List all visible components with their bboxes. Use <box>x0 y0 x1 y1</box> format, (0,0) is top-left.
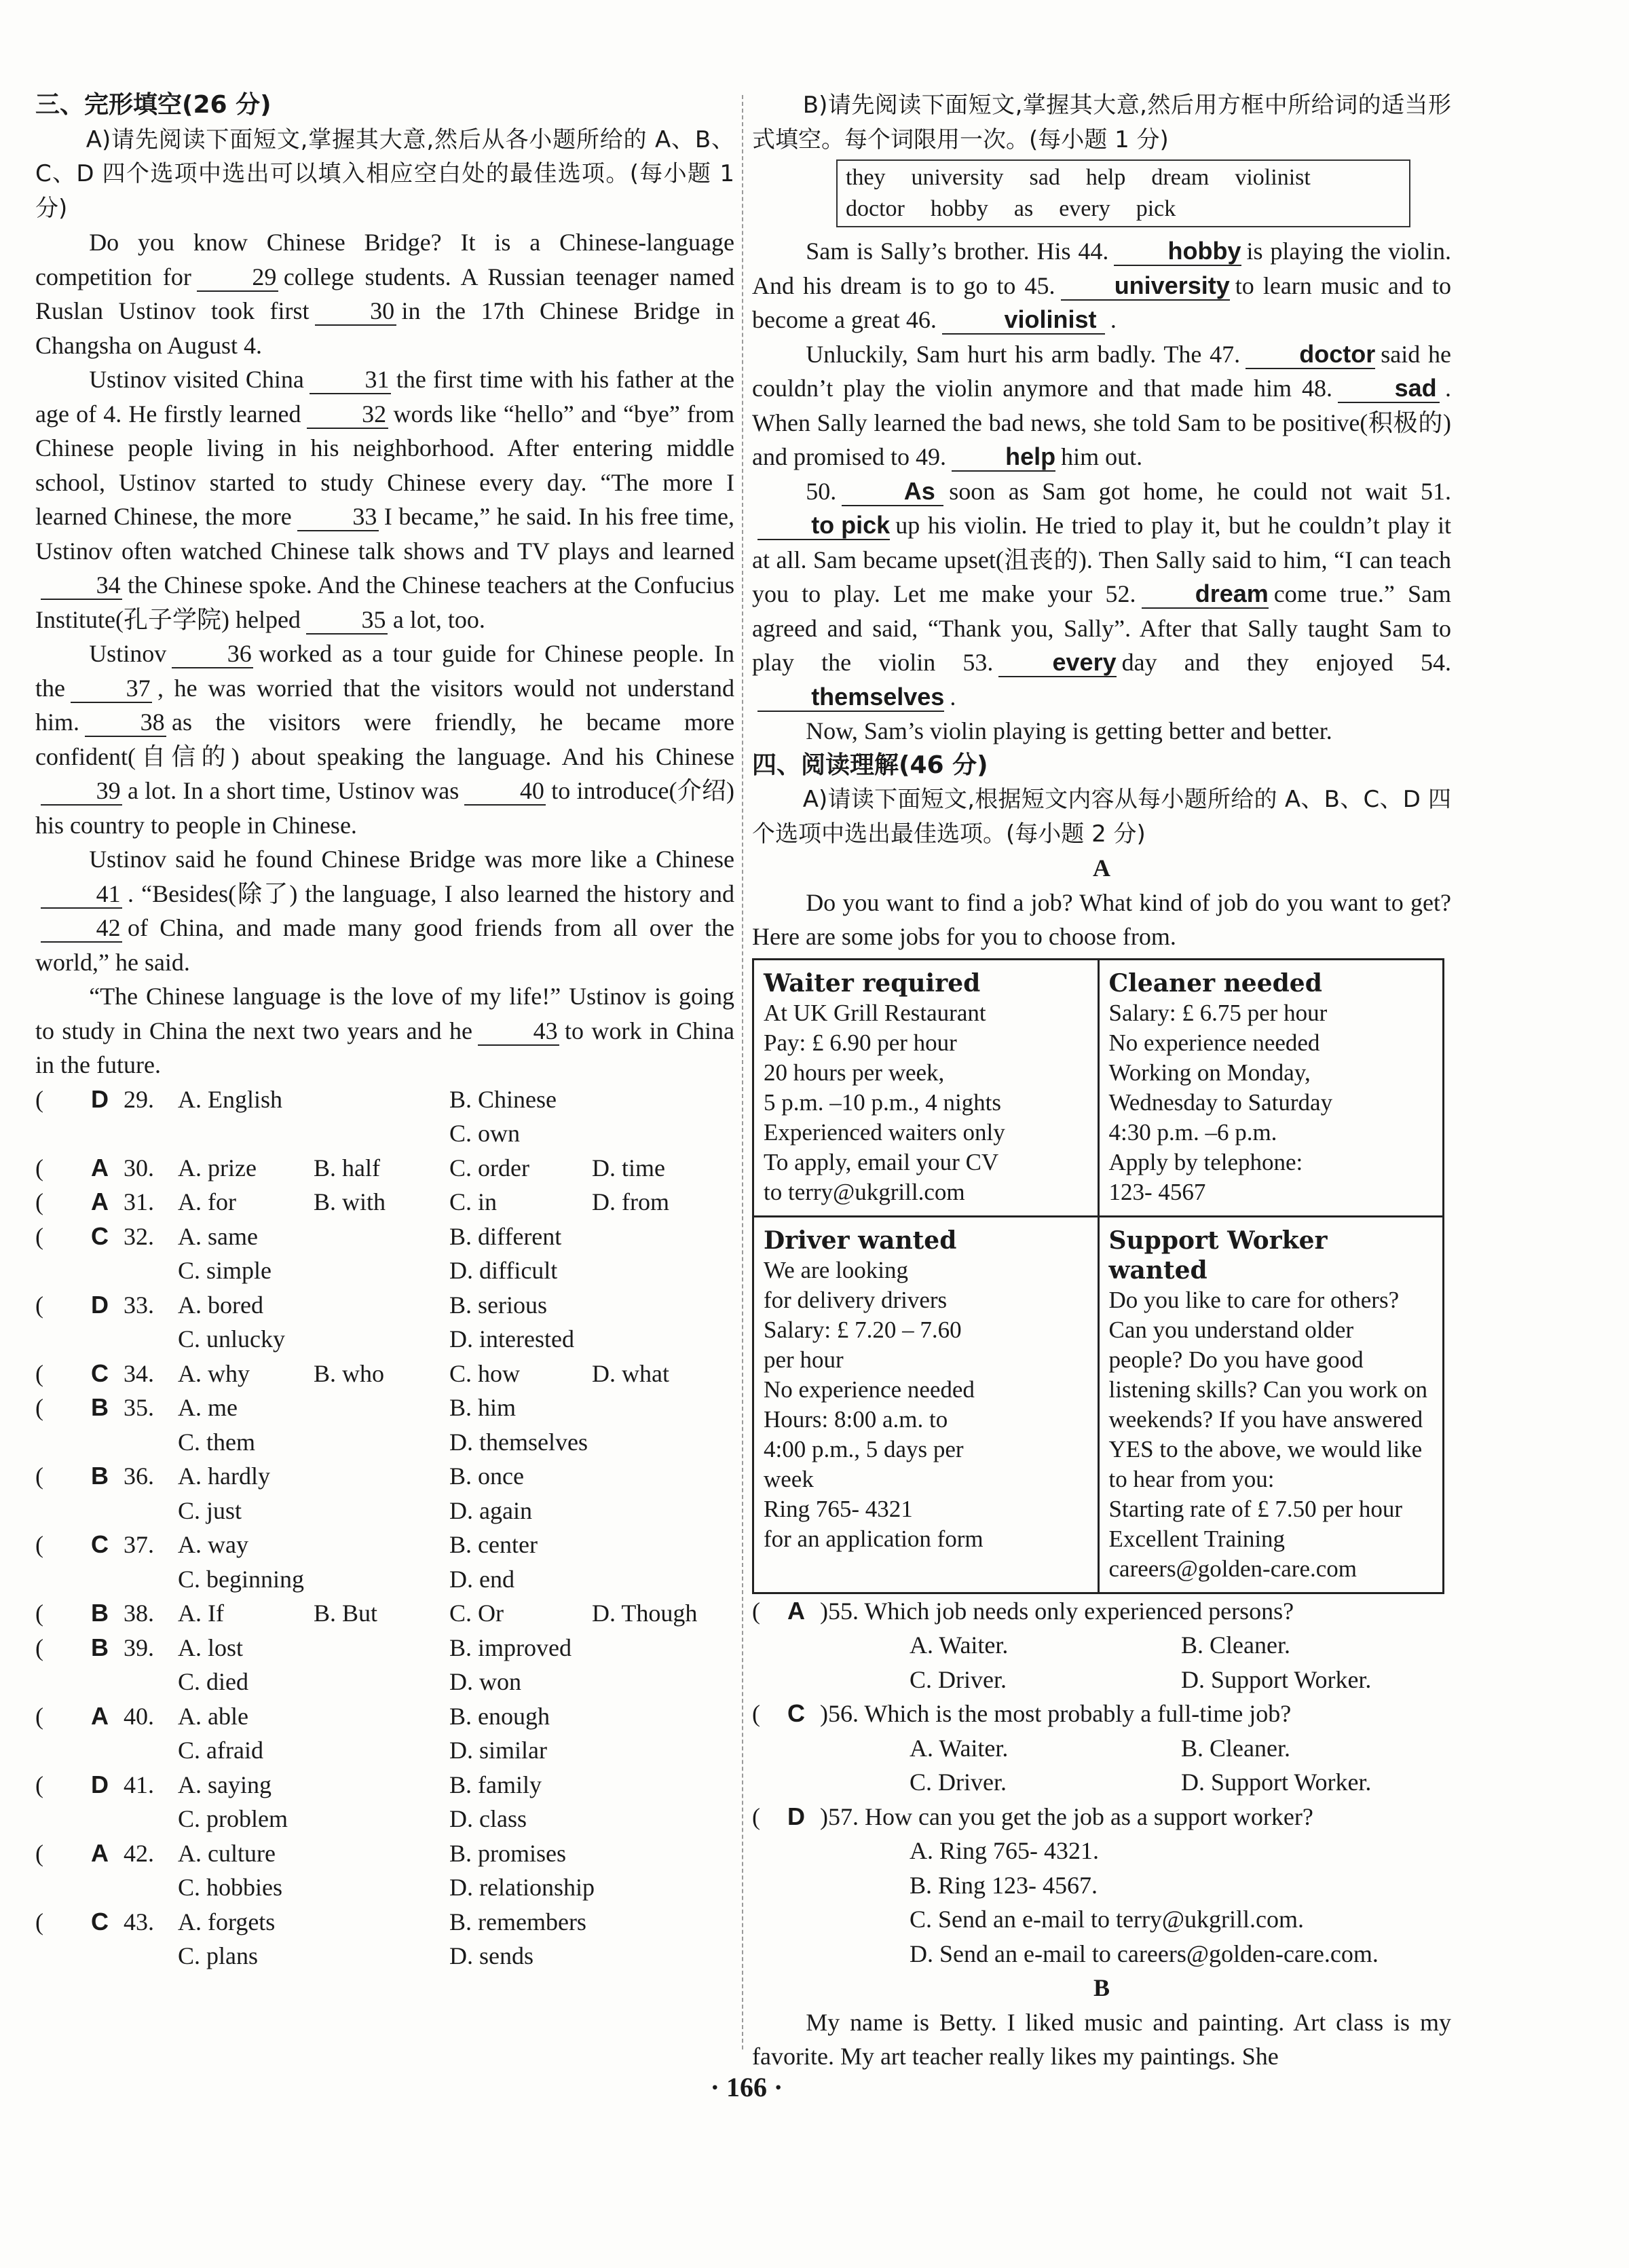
option: B. enough <box>449 1702 550 1730</box>
answer-key: D <box>91 1290 109 1319</box>
job-line: 123- 4567 <box>1108 1178 1206 1205</box>
word-box-word: help <box>1085 165 1126 190</box>
option-row <box>752 1628 1451 1663</box>
option: C. simple <box>178 1257 272 1284</box>
option: A. culture <box>178 1839 276 1867</box>
option: D. again <box>449 1496 532 1524</box>
blank-number: 31 <box>310 366 391 394</box>
blank-number: 32 <box>307 400 388 429</box>
answer-key: C <box>91 1907 109 1935</box>
option: D. from <box>592 1188 669 1215</box>
question-number: 38. <box>124 1600 154 1627</box>
paren-open: ( <box>35 1359 43 1387</box>
option: C. Driver. <box>910 1665 1007 1693</box>
passage-text: to introduce(介绍) his country to people in Chinese. <box>35 777 734 839</box>
option: A. for <box>178 1188 236 1215</box>
option: B. Cleaner. <box>1181 1734 1290 1762</box>
blank-number: 37 <box>71 675 152 703</box>
option: C. just <box>178 1496 242 1524</box>
filled-answer: dream <box>1142 580 1269 609</box>
question-row <box>35 1116 734 1151</box>
passage-text: to learn music and to become a great 46. <box>752 271 1451 333</box>
question-row <box>35 1528 734 1562</box>
cloze-paragraph <box>35 637 734 842</box>
option: B. different <box>449 1222 562 1250</box>
job-line: Apply by telephone: <box>1108 1148 1303 1175</box>
question-row <box>35 1802 734 1836</box>
answer-key: A <box>91 1188 109 1215</box>
cloze-paragraph <box>35 842 734 979</box>
answer-key: B <box>91 1393 109 1421</box>
word-box-word: violinist <box>1235 165 1311 190</box>
blank-number: 43 <box>478 1017 559 1046</box>
option: D. similar <box>449 1737 547 1764</box>
question-number: 30. <box>124 1154 154 1182</box>
question-text: )56. Which is the most probably a full-time job? <box>820 1700 1292 1727</box>
passage-a-label: A <box>1093 854 1110 882</box>
option: D. won <box>449 1668 521 1695</box>
filled-answer: hobby <box>1114 238 1241 266</box>
b-paragraph-4: Now, Sam’s violin playing is getting better and better. <box>806 717 1332 744</box>
passage-text: “The Chinese language is the love of my life!” Ustinov is going to study in China the next two years and he <box>35 983 734 1044</box>
job-line: Excellent Training <box>1108 1525 1286 1552</box>
option-row <box>752 1663 1451 1697</box>
paren-open: ( <box>35 1702 43 1730</box>
cloze-questions <box>35 1082 734 1973</box>
passage-text: . <box>950 683 956 711</box>
question-row <box>35 1494 734 1528</box>
job-line: Wednesday to Saturday <box>1108 1089 1333 1116</box>
question-text: )55. Which job needs only experienced persons? <box>820 1597 1294 1625</box>
option: C. hobbies <box>178 1874 283 1901</box>
option: C. how <box>449 1359 521 1387</box>
blank-number: 34 <box>41 571 122 600</box>
spacer <box>752 1663 910 1697</box>
option: C. Send an e-mail to terry@ukgrill.com. <box>910 1906 1305 1933</box>
paren-open: ( <box>35 1394 43 1421</box>
option: D. Support Worker. <box>1181 1665 1372 1693</box>
job-line: careers@golden-care.com <box>1108 1555 1357 1582</box>
word-box <box>836 159 1410 227</box>
option: A. Waiter. <box>910 1734 1009 1762</box>
option: A. way <box>178 1531 248 1558</box>
job-line: to terry@ukgrill.com <box>764 1178 965 1205</box>
option: C. Or <box>449 1600 504 1627</box>
option: B. family <box>449 1771 542 1798</box>
option: C. afraid <box>178 1737 263 1764</box>
option: B. him <box>449 1394 517 1421</box>
cloze-paragraph <box>35 979 734 1082</box>
spacer <box>752 1765 910 1800</box>
section3-b-instructions: B)请先阅读下面短文,掌握其大意,然后用方框中所给词的适当形式填空。每个词限用一次。(每小题 1 分) <box>752 92 1451 153</box>
question-number: 36. <box>124 1462 154 1490</box>
option: D. time <box>592 1154 665 1182</box>
paren-open: ( <box>752 1802 760 1830</box>
passage-text: of China, and made many good friends from all over the world,” he said. <box>35 914 734 976</box>
question-number: 31. <box>124 1188 154 1215</box>
option: A. English <box>178 1085 283 1113</box>
job-ad-cleaner <box>1098 959 1444 1216</box>
question-row <box>35 1768 734 1802</box>
column-divider <box>742 95 743 2049</box>
job-line: per hour <box>764 1346 844 1373</box>
option: D. Support Worker. <box>1181 1769 1372 1796</box>
question-row <box>35 1253 734 1288</box>
cloze-paragraph <box>35 362 734 637</box>
passage-text: I became,” he said. In his free time, Ustinov often watched Chinese talk shows and TV plays and learned <box>35 503 734 565</box>
option: A. prize <box>178 1154 257 1182</box>
paren-open: ( <box>35 1771 43 1798</box>
blank-number: 36 <box>172 640 253 668</box>
passage-text: is playing the violin. And his dream is to go to 45. <box>752 238 1452 299</box>
question-row <box>35 1459 734 1494</box>
passage-text: in the 17th Chinese Bridge in Changsha on August 4. <box>35 297 734 359</box>
question-row <box>35 1082 734 1117</box>
job-line: To apply, email your CV <box>764 1148 999 1175</box>
blank-number: 42 <box>41 914 122 943</box>
word-box-word: hobby <box>930 196 988 221</box>
question-row <box>35 1836 734 1871</box>
paren-open: ( <box>35 1600 43 1627</box>
option: D. Though <box>592 1600 698 1627</box>
passage-text: him out. <box>1061 443 1143 470</box>
job-ad-support-worker <box>1098 1216 1444 1593</box>
passage-text: day and they enjoyed 54. <box>1121 649 1451 676</box>
question-number: 32. <box>124 1222 154 1250</box>
question-row <box>35 1220 734 1254</box>
paren-open: ( <box>35 1462 43 1490</box>
section3-a-instructions: A)请先阅读下面短文,掌握其大意,然后从各小题所给的 A、B、C、D 四个选项中选出可以填入相应空白处的最佳选项。(每小题 1 分) <box>35 126 734 222</box>
option: C. in <box>449 1188 498 1215</box>
word-box-word: sad <box>1029 165 1060 190</box>
job-line: 5 p.m. –10 p.m., 4 nights <box>764 1089 1002 1116</box>
option: A. Waiter. <box>910 1631 1009 1659</box>
section4-title: 四、阅读理解(46 分) <box>752 751 988 779</box>
option: A. hardly <box>178 1462 270 1490</box>
option: A. Ring 765- 4321. <box>910 1837 1099 1864</box>
passage-b-text: My name is Betty. I liked music and painting. Art class is my favorite. My art teacher really likes my paintings. She <box>752 2008 1451 2070</box>
option: B. with <box>314 1188 386 1215</box>
spacer <box>752 1731 910 1766</box>
paren-open: ( <box>35 1908 43 1935</box>
question-row <box>35 1357 734 1391</box>
job-line: Salary: £ 6.75 per hour <box>1108 999 1328 1026</box>
answer-key: C <box>91 1222 109 1250</box>
option: C. own <box>449 1120 521 1147</box>
passage-text: to work in China in the future. <box>35 1017 734 1078</box>
passage-text: the Chinese spoke. And the Chinese teachers at the Confucius Institute(孔子学院) helped <box>35 571 734 633</box>
jobs-table <box>752 958 1444 1594</box>
option: C. them <box>178 1428 255 1456</box>
question-number: 40. <box>124 1702 154 1730</box>
option: B. center <box>449 1531 538 1558</box>
passage-text: the first time with his father at the age of 4. He firstly learned <box>35 366 734 428</box>
question-row <box>35 1939 734 1973</box>
paren-open: ( <box>35 1188 43 1215</box>
passage-text: words like “hello” and “bye” from Chinese people living in his neighborhood. After entering middle school, Ustinov started to study Chinese every day. “The more I learned Chinese, the more <box>35 400 734 530</box>
paren-open: ( <box>35 1531 43 1558</box>
option: D. sends <box>449 1942 533 1969</box>
question-row <box>35 1733 734 1768</box>
jobs-intro: Do you want to find a job? What kind of job do you want to get? Here are some jobs for you to choose from. <box>752 888 1451 950</box>
answer-key: A <box>91 1838 109 1867</box>
passage-text: worked as a tour guide for Chinese people. In the <box>35 640 734 702</box>
option: B. serious <box>449 1291 547 1319</box>
option: A. me <box>178 1394 238 1421</box>
job-title: Driver wanted <box>764 1226 957 1255</box>
job-title: Cleaner needed <box>1108 968 1322 998</box>
filled-answer: violinist <box>942 306 1105 335</box>
option-row <box>752 1731 1451 1766</box>
option: B. half <box>314 1154 380 1182</box>
answer-key: A <box>91 1701 109 1730</box>
option: C. problem <box>178 1805 288 1832</box>
answer-key: D <box>91 1770 109 1798</box>
job-line: for delivery drivers <box>764 1286 948 1313</box>
job-line: No experience needed <box>764 1376 975 1403</box>
cloze-paragraph <box>35 225 734 362</box>
answer-key: C <box>787 1699 805 1727</box>
passage-text: Ustinov said he found Chinese Bridge was more like a Chinese <box>89 846 734 873</box>
passage-text: . “Besides(除了) the language, I also learned the history and <box>128 880 734 907</box>
job-line: Experienced waiters only <box>764 1118 1005 1146</box>
question-number: 41. <box>124 1771 154 1798</box>
job-line: Do you like to care for others? Can you understand older people? Do you have good listening skills? Can you work on weekends? If you have answered YES to the above, we would like to hear from you: <box>1108 1286 1428 1492</box>
question-row <box>35 1631 734 1665</box>
option: B. improved <box>449 1633 572 1661</box>
question-row <box>35 1425 734 1460</box>
passage-text: as the visitors were friendly, he became more confident(自信的) about speaking the language. And his Chinese <box>35 708 734 770</box>
job-line: We are looking <box>764 1256 908 1283</box>
blank-number: 41 <box>41 880 122 909</box>
passage-text: soon as Sam got home, he could not wait 51. <box>949 477 1451 505</box>
job-title: Support Worker wanted <box>1108 1226 1328 1285</box>
option: A. lost <box>178 1633 244 1661</box>
option: C. beginning <box>178 1565 304 1593</box>
filled-answer: themselves <box>757 683 944 712</box>
paren-open: ( <box>35 1633 43 1661</box>
job-title: Waiter required <box>764 968 981 998</box>
paren-open: ( <box>35 1222 43 1250</box>
job-line: week <box>764 1465 814 1492</box>
filled-answer: sad <box>1338 375 1440 403</box>
blank-number: 40 <box>464 777 546 806</box>
job-line: Pay: £ 6.90 per hour <box>764 1029 957 1056</box>
b-paragraph-2 <box>752 337 1451 474</box>
option: A. If <box>178 1600 224 1627</box>
question-row <box>35 1391 734 1425</box>
job-ad-driver <box>753 1216 1099 1593</box>
blank-number: 29 <box>197 263 278 292</box>
passage-b-label: B <box>1093 1974 1110 2001</box>
blank-number: 35 <box>306 606 388 635</box>
question-row <box>35 1699 734 1734</box>
passage-text: Do you know Chinese Bridge? It is a Chinese-language competition for <box>35 229 734 290</box>
question-number: 39. <box>124 1633 154 1661</box>
option: A. bored <box>178 1291 263 1319</box>
word-box-word: every <box>1059 196 1110 221</box>
option: A. saying <box>178 1771 272 1798</box>
question-number: 29. <box>124 1085 154 1113</box>
filled-answer: doctor <box>1246 341 1375 369</box>
job-ad-waiter <box>753 959 1099 1216</box>
answer-key: A <box>91 1153 109 1182</box>
filled-answer: As <box>842 478 943 506</box>
paren-open: ( <box>35 1839 43 1867</box>
option: D. themselves <box>449 1428 588 1456</box>
passage-text: Unluckily, Sam hurt his arm badly. The 47. <box>806 340 1241 368</box>
option: A. why <box>178 1359 250 1387</box>
filled-answer: every <box>998 649 1116 677</box>
answer-key: B <box>91 1462 109 1490</box>
question-row <box>35 1562 734 1597</box>
question-row <box>35 1151 734 1186</box>
section3-title: 三、完形填空(26 分) <box>35 91 272 119</box>
option: B. remembers <box>449 1908 586 1935</box>
passage-text: . When Sally learned the bad news, she told Sam to be positive(积极的) and promised to 49. <box>752 375 1451 470</box>
paren-open: ( <box>35 1085 43 1113</box>
option: D. interested <box>449 1325 574 1353</box>
job-line: At UK Grill Restaurant <box>764 999 986 1026</box>
question-text: )57. How can you get the job as a support worker? <box>820 1802 1313 1830</box>
job-line: No experience needed <box>1108 1029 1320 1056</box>
option: D. end <box>449 1565 514 1593</box>
blank-number: 33 <box>297 503 379 531</box>
option: B. Cleaner. <box>1181 1631 1290 1659</box>
option: A. able <box>178 1702 248 1730</box>
section4-a-instructions: A)请读下面短文,根据短文内容从每小题所给的 A、B、C、D 四个选项中选出最佳选项。(每小题 2 分) <box>752 786 1451 848</box>
word-box-word: dream <box>1151 165 1210 190</box>
blank-number: 30 <box>315 297 396 326</box>
paren-open: ( <box>35 1154 43 1182</box>
blank-number: 38 <box>85 708 166 737</box>
option: B. But <box>314 1600 378 1627</box>
b-paragraph-1 <box>752 234 1451 337</box>
job-line: Starting rate of £ 7.50 per hour <box>1108 1495 1403 1522</box>
word-box-word: pick <box>1136 196 1176 221</box>
passage-text: a lot, too. <box>392 605 485 633</box>
option-row <box>752 1765 1451 1800</box>
question-number: 37. <box>124 1531 154 1558</box>
option: D. what <box>592 1359 669 1387</box>
question-row <box>35 1288 734 1323</box>
option: C. Driver. <box>910 1769 1007 1796</box>
word-box-word: doctor <box>846 196 905 221</box>
word-box-word: university <box>911 165 1004 190</box>
paren-open: ( <box>752 1700 760 1727</box>
job-line: 4:30 p.m. –6 p.m. <box>1108 1118 1277 1146</box>
option: D. relationship <box>449 1874 595 1901</box>
question-row <box>35 1905 734 1940</box>
word-box-word: as <box>1013 196 1034 221</box>
passage-text: 50. <box>806 477 837 505</box>
passage-text: Ustinov visited China <box>89 366 304 393</box>
answer-key: C <box>91 1530 109 1558</box>
filled-answer: university <box>1061 272 1230 301</box>
question-number: 35. <box>124 1394 154 1421</box>
filled-answer: to pick <box>757 512 890 540</box>
option: B. Chinese <box>449 1085 557 1113</box>
paren-open: ( <box>35 1291 43 1319</box>
blank-number: 39 <box>41 777 122 806</box>
option: D. Send an e-mail to careers@golden-care.com. <box>910 1940 1379 1967</box>
passage-text: come true.” Sam agreed and said, “Thank you, Sally”. After that Sally taught Sam to play the violin 53. <box>752 580 1451 676</box>
page-number: · 166 · <box>710 2072 783 2102</box>
passage-text: said he couldn’t play the violin anymore and that made him 48. <box>752 340 1452 402</box>
question-number: 33. <box>124 1291 154 1319</box>
answer-key: B <box>91 1633 109 1661</box>
word-box-word: they <box>846 165 886 190</box>
answer-key: A <box>787 1596 805 1625</box>
option: B. once <box>449 1462 524 1490</box>
answer-key: D <box>91 1084 109 1113</box>
b-paragraph-3 <box>752 474 1451 715</box>
option: A. same <box>178 1222 258 1250</box>
left-column <box>35 88 734 1973</box>
option: C. order <box>449 1154 529 1182</box>
question-row <box>35 1665 734 1699</box>
job-line: 20 hours per week, <box>764 1059 945 1086</box>
passage-text: Ustinov <box>89 640 167 667</box>
job-line: 4:00 p.m., 5 days per <box>764 1435 964 1462</box>
passage-text: . <box>1110 306 1117 333</box>
answer-key: D <box>787 1802 805 1830</box>
passage-text: a lot. In a short time, Ustinov was <box>128 777 460 804</box>
reading-question <box>752 1594 1451 1629</box>
question-row <box>35 1322 734 1357</box>
answer-key: C <box>91 1359 109 1387</box>
question-row <box>35 1596 734 1631</box>
option: B. who <box>314 1359 385 1387</box>
option: B. promises <box>449 1839 567 1867</box>
option: D. difficult <box>449 1257 558 1284</box>
job-line: Hours: 8:00 a.m. to <box>764 1405 948 1433</box>
job-line: Salary: £ 7.20 – 7.60 <box>764 1316 962 1343</box>
cloze-passage <box>35 225 734 1082</box>
passage-text: up his violin. He tried to play it, but he couldn’t play it at all. Sam became upset(沮丧的). Then Sally said to him, “I can teach you to play. Let me make your 52. <box>752 512 1451 607</box>
paren-open: ( <box>752 1597 760 1625</box>
option: C. plans <box>178 1942 259 1969</box>
job-line: Working on Monday, <box>1108 1059 1311 1086</box>
spacer <box>752 1628 910 1663</box>
job-line: Ring 765- 4321 <box>764 1495 913 1522</box>
question-number: 34. <box>124 1359 154 1387</box>
filled-answer: help <box>952 443 1055 472</box>
reading-question <box>752 1800 1451 1834</box>
reading-question <box>752 1697 1451 1731</box>
option: A. forgets <box>178 1908 276 1935</box>
reading-questions <box>752 1594 1451 1971</box>
question-row <box>35 1185 734 1220</box>
option: B. Ring 123- 4567. <box>910 1871 1098 1899</box>
job-line: for an application form <box>764 1525 984 1552</box>
passage-text: college students. A Russian teenager named Ruslan Ustinov took first <box>35 263 734 324</box>
question-number: 43. <box>124 1908 154 1935</box>
option: D. class <box>449 1805 527 1832</box>
answer-key: B <box>91 1599 109 1627</box>
right-column <box>752 88 1451 2074</box>
passage-text: , he was worried that the visitors would not understand him. <box>35 674 734 736</box>
option: C. died <box>178 1668 248 1695</box>
option: C. unlucky <box>178 1325 285 1353</box>
passage-text: Sam is Sally’s brother. His 44. <box>806 238 1109 265</box>
question-number: 42. <box>124 1839 154 1867</box>
question-row <box>35 1870 734 1905</box>
